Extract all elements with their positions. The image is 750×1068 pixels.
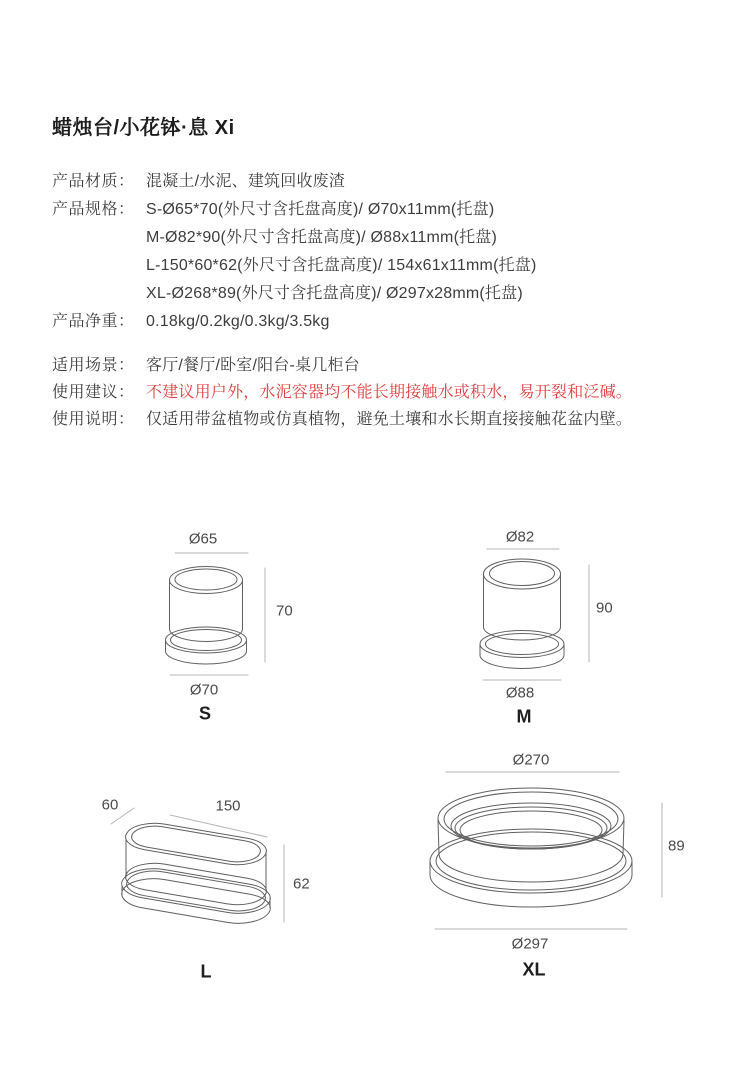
usage-label: 使用说明： xyxy=(52,411,135,428)
l-height-label: 62 xyxy=(293,875,310,893)
spec-value: 混凝土/水泥、建筑回收废渣 xyxy=(146,173,346,190)
spec-value: XL-Ø268*89(外尺寸含托盘高度)/ Ø297x28mm(托盘) xyxy=(146,285,523,302)
m-top-diameter-label: Ø82 xyxy=(505,528,535,546)
xl-bowl-drawing xyxy=(430,788,632,907)
m-tray-diameter-label: Ø88 xyxy=(505,684,535,702)
spec-value: 0.18kg/0.2kg/0.3kg/3.5kg xyxy=(146,313,330,330)
spec-value: S-Ø65*70(外尺寸含托盘高度)/ Ø70x11mm(托盘) xyxy=(146,201,495,218)
s-dimension-lines xyxy=(170,553,265,675)
s-tray-diameter-label: Ø70 xyxy=(189,681,219,699)
l-size-label: L xyxy=(200,961,212,982)
usage-label: 适用场景： xyxy=(52,357,135,374)
xl-top-diameter-label: Ø270 xyxy=(512,751,550,769)
m-height-label: 90 xyxy=(596,599,613,617)
spec-label: 产品材质： xyxy=(52,173,135,190)
xl-size-label: XL xyxy=(522,959,546,980)
spec-value: M-Ø82*90(外尺寸含托盘高度)/ Ø88x11mm(托盘) xyxy=(146,229,498,246)
usage-label: 使用建议： xyxy=(52,384,135,401)
usage-warning-text: 不建议用户外，水泥容器均不能长期接触水或积水，易开裂和泛碱。 xyxy=(146,384,633,401)
spec-label: 产品净重： xyxy=(52,313,135,330)
xl-tray-diameter-label: Ø297 xyxy=(511,935,549,953)
s-height-label: 70 xyxy=(276,602,293,620)
spec-label: 产品规格： xyxy=(52,201,135,218)
page-title: 蜡烛台/小花钵·息 Xi xyxy=(52,117,235,139)
m-pot-drawing xyxy=(480,559,564,669)
spec-value: L-150*60*62(外尺寸含托盘高度)/ 154x61x11mm(托盘) xyxy=(146,257,537,274)
l-length-label: 150 xyxy=(215,797,241,815)
usage-value: 仅适用带盆植物或仿真植物，避免土壤和水长期直接接触花盆内壁。 xyxy=(146,411,633,428)
xl-height-label: 89 xyxy=(668,837,685,855)
s-size-label: S xyxy=(198,703,212,724)
m-dimension-lines xyxy=(483,549,589,680)
l-width-label: 60 xyxy=(101,796,119,814)
usage-value: 客厅/餐厅/卧室/阳台-桌几柜台 xyxy=(146,357,360,374)
l-planter-drawing xyxy=(113,819,280,927)
s-pot-drawing xyxy=(166,567,247,665)
m-size-label: M xyxy=(516,706,532,727)
s-top-diameter-label: Ø65 xyxy=(188,530,218,548)
